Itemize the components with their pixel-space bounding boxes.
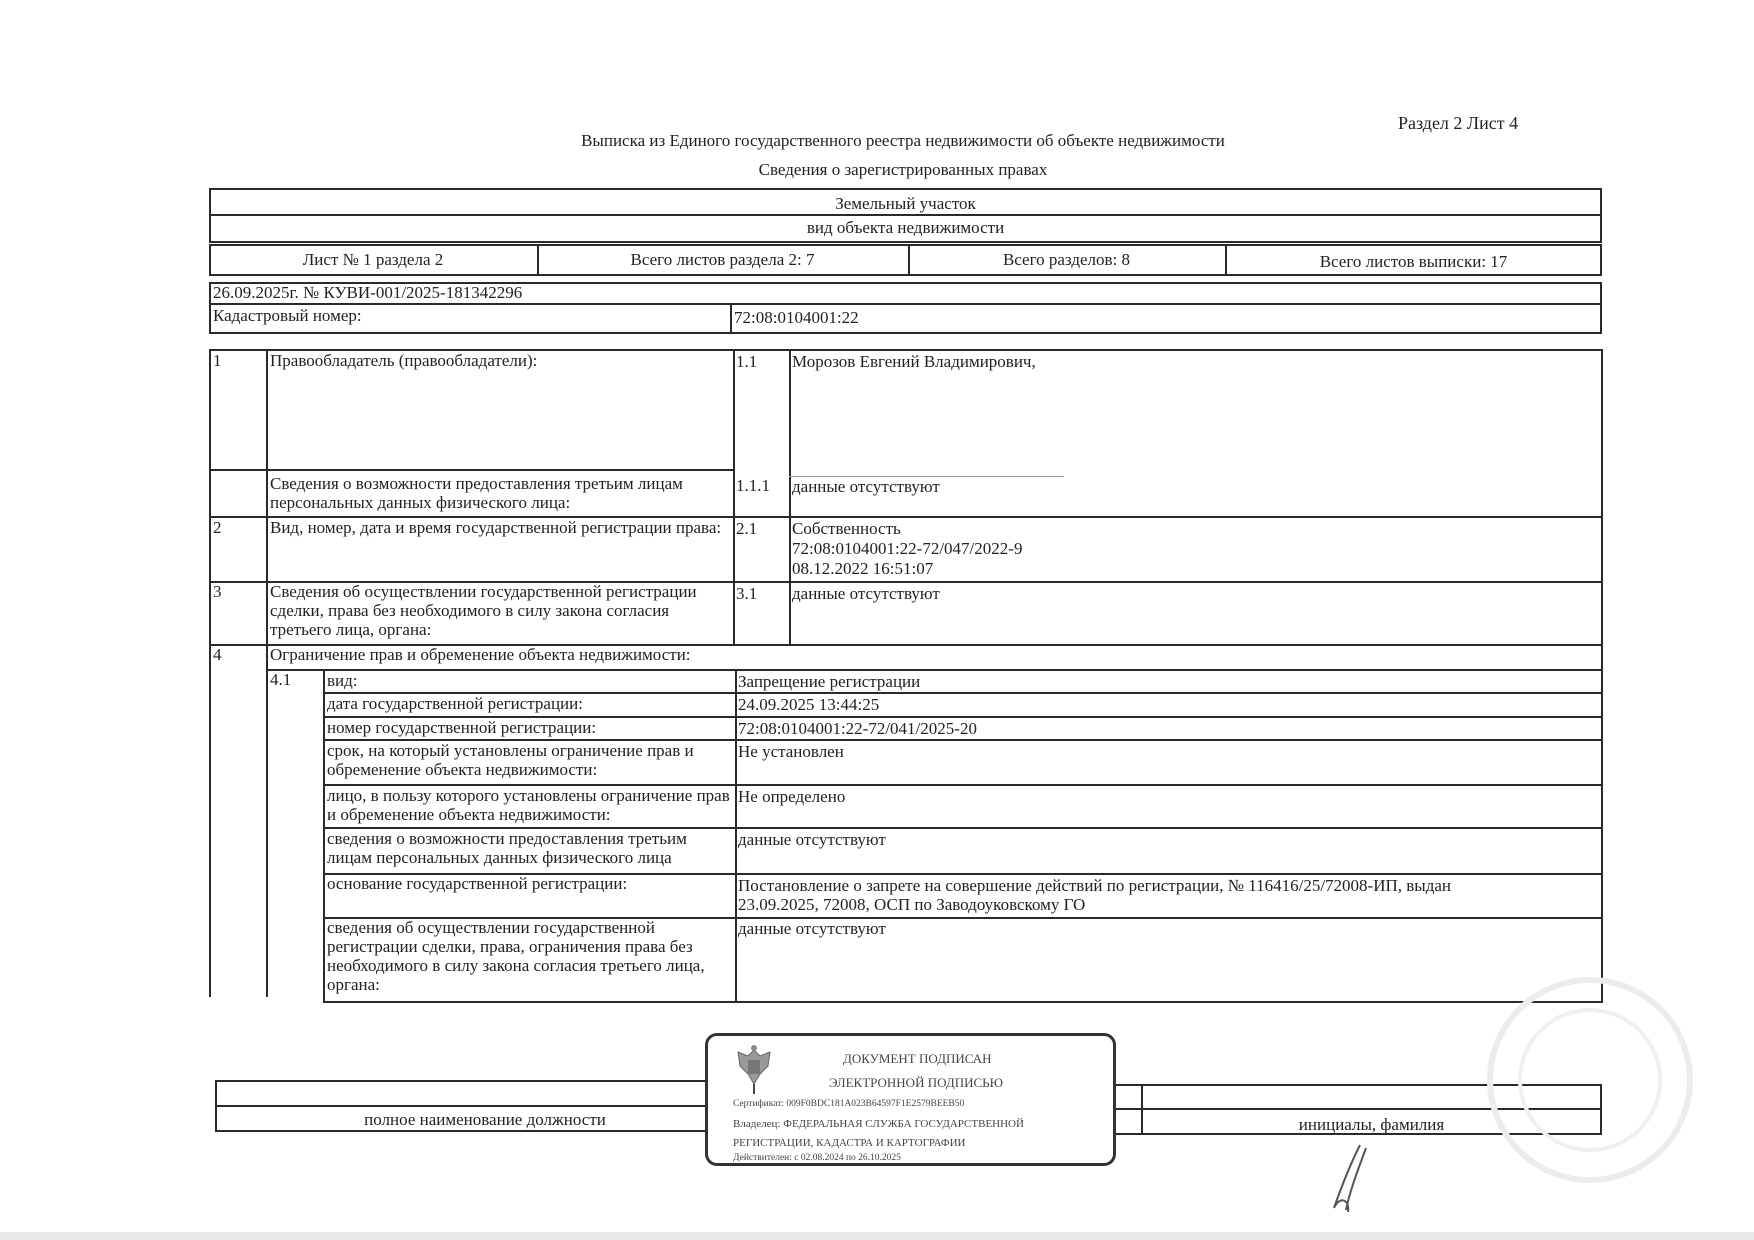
row-number: 2 xyxy=(213,518,222,537)
divider xyxy=(266,669,1602,671)
divider xyxy=(215,1080,705,1082)
divider xyxy=(209,349,211,997)
row-subnumber: 1.1 xyxy=(736,352,758,371)
encumbrance-label: сведения об осуществлении государственной регистрации сделки, права, ограничения права без необходимого в силу закона согласия третьего лица, органа: xyxy=(327,918,705,994)
owner-line2: РЕГИСТРАЦИИ, КАДАСТРА И КАРТОГРАФИИ xyxy=(733,1137,966,1149)
total-sections: Всего разделов: 8 xyxy=(1002,250,1131,269)
row-number: 1 xyxy=(213,351,222,370)
row-subnumber: 3.1 xyxy=(736,584,758,603)
row-label: Сведения о возможности предоставления третьим лицам персональных данных физического лица: xyxy=(270,474,683,512)
row-label: Вид, номер, дата и время государственной регистрации права: xyxy=(270,518,722,537)
encumbrance-label: номер государственной регистрации: xyxy=(327,718,597,737)
object-type-caption: вид объекта недвижимости xyxy=(806,218,1005,237)
row-label: Сведения об осуществлении государственной регистрации сделки, права без необходимого в силу закона согласия третьего лица, органа: xyxy=(270,582,697,639)
owner-line1: Владелец: ФЕДЕРАЛЬНАЯ СЛУЖБА ГОСУДАРСТВЕННОЙ xyxy=(733,1118,1024,1130)
divider xyxy=(215,1105,705,1107)
divider xyxy=(209,469,733,471)
cadastral-number: 72:08:0104001:22 xyxy=(734,308,859,327)
date-number: 26.09.2025г. № КУВИ-001/2025-181342296 xyxy=(213,283,523,302)
right-reg-number: 72:08:0104001:22-72/047/2022-9 xyxy=(792,539,1023,558)
certificate: Сертификат: 009F0BDC181A023B64597F1E2579BEEB50 xyxy=(733,1099,965,1109)
row-value: данные отсутствуют xyxy=(792,584,940,603)
divider xyxy=(266,349,268,997)
divider xyxy=(209,303,1602,305)
rightholder-name: Морозов Евгений Владимирович, xyxy=(792,352,1036,371)
encumbrance-label: вид: xyxy=(327,671,358,690)
encumbrance-value: Запрещение регистрации xyxy=(738,672,921,691)
divider xyxy=(215,1130,705,1132)
electronic-signature-stamp xyxy=(705,1033,1116,1166)
row-subnumber: 1.1.1 xyxy=(736,476,770,495)
divider xyxy=(735,669,737,1003)
sheet-number: Лист № 1 раздела 2 xyxy=(302,250,444,269)
total-extract-sheets: Всего листов выписки: 17 xyxy=(1319,252,1508,271)
row-label: Правообладатель (правообладатели): xyxy=(270,351,538,370)
divider xyxy=(323,1001,1602,1003)
encumbrance-value: Не определено xyxy=(738,787,846,806)
encumbrance-value: 24.09.2025 13:44:25 xyxy=(738,695,880,714)
encumbrance-value: Не установлен xyxy=(738,742,844,761)
encumbrance-value: 72:08:0104001:22-72/041/2025-20 xyxy=(738,719,977,738)
document-title: Выписка из Единого государственного реестра недвижимости об объекте недвижимости xyxy=(581,131,1225,150)
encumbrance-label: срок, на который установлены ограничение прав и обременение объекта недвижимости: xyxy=(327,741,694,779)
object-type: Земельный участок xyxy=(835,194,976,213)
cadastral-label: Кадастровый номер: xyxy=(213,306,362,325)
right-reg-datetime: 08.12.2022 16:51:07 xyxy=(792,559,934,578)
page-bottom-edge xyxy=(0,1232,1754,1240)
row-number: 4 xyxy=(213,645,222,664)
divider xyxy=(730,304,732,333)
row-subnumber: 4.1 xyxy=(270,670,292,689)
stamp-line2: ЭЛЕКТРОННОЙ ПОДПИСЬЮ xyxy=(829,1075,1003,1090)
validity: Действителен: с 02.08.2024 по 26.10.2025 xyxy=(733,1153,901,1163)
divider xyxy=(1601,349,1603,1003)
row-number: 3 xyxy=(213,582,222,601)
total-section-sheets: Всего листов раздела 2: 7 xyxy=(630,250,815,269)
encumbrance-basis: Постановление о запрете на совершение действий по регистрации, № 116416/25/72008-ИП, выдан 23.09.2025, 72008, ОСП по Заводоуковскому ГО xyxy=(738,876,1452,914)
stamp-line1: ДОКУМЕНТ ПОДПИСАН xyxy=(843,1051,992,1066)
encumbrance-value: данные отсутствуют xyxy=(738,830,886,849)
divider xyxy=(209,214,1602,216)
section-sheet-label: Раздел 2 Лист 4 xyxy=(1398,113,1519,133)
name-caption: инициалы, фамилия xyxy=(1298,1115,1445,1134)
divider xyxy=(789,349,791,644)
encumbrance-label: лицо, в пользу которого установлены ограничение прав и обременение объекта недвижимости: xyxy=(327,786,730,824)
emblem-icon xyxy=(730,1044,778,1094)
row-subnumber: 2.1 xyxy=(736,519,758,538)
handwritten-signature-icon xyxy=(1320,1140,1380,1215)
encumbrance-label: основание государственной регистрации: xyxy=(327,874,628,893)
divider xyxy=(323,669,325,1003)
faded-seal-icon xyxy=(1465,970,1715,1190)
position-caption: полное наименование должности xyxy=(364,1110,606,1129)
right-type: Собственность xyxy=(792,519,901,538)
encumbrance-value: данные отсутствуют xyxy=(738,919,886,938)
document-subtitle: Сведения о зарегистрированных правах xyxy=(758,160,1048,179)
row-label: Ограничение прав и обременение объекта недвижимости: xyxy=(270,645,691,664)
row-value: данные отсутствуют xyxy=(792,477,940,496)
divider xyxy=(733,349,735,644)
encumbrance-label: сведения о возможности предоставления третьим лицам персональных данных физического лица xyxy=(327,829,687,867)
encumbrance-label: дата государственной регистрации: xyxy=(327,694,583,713)
